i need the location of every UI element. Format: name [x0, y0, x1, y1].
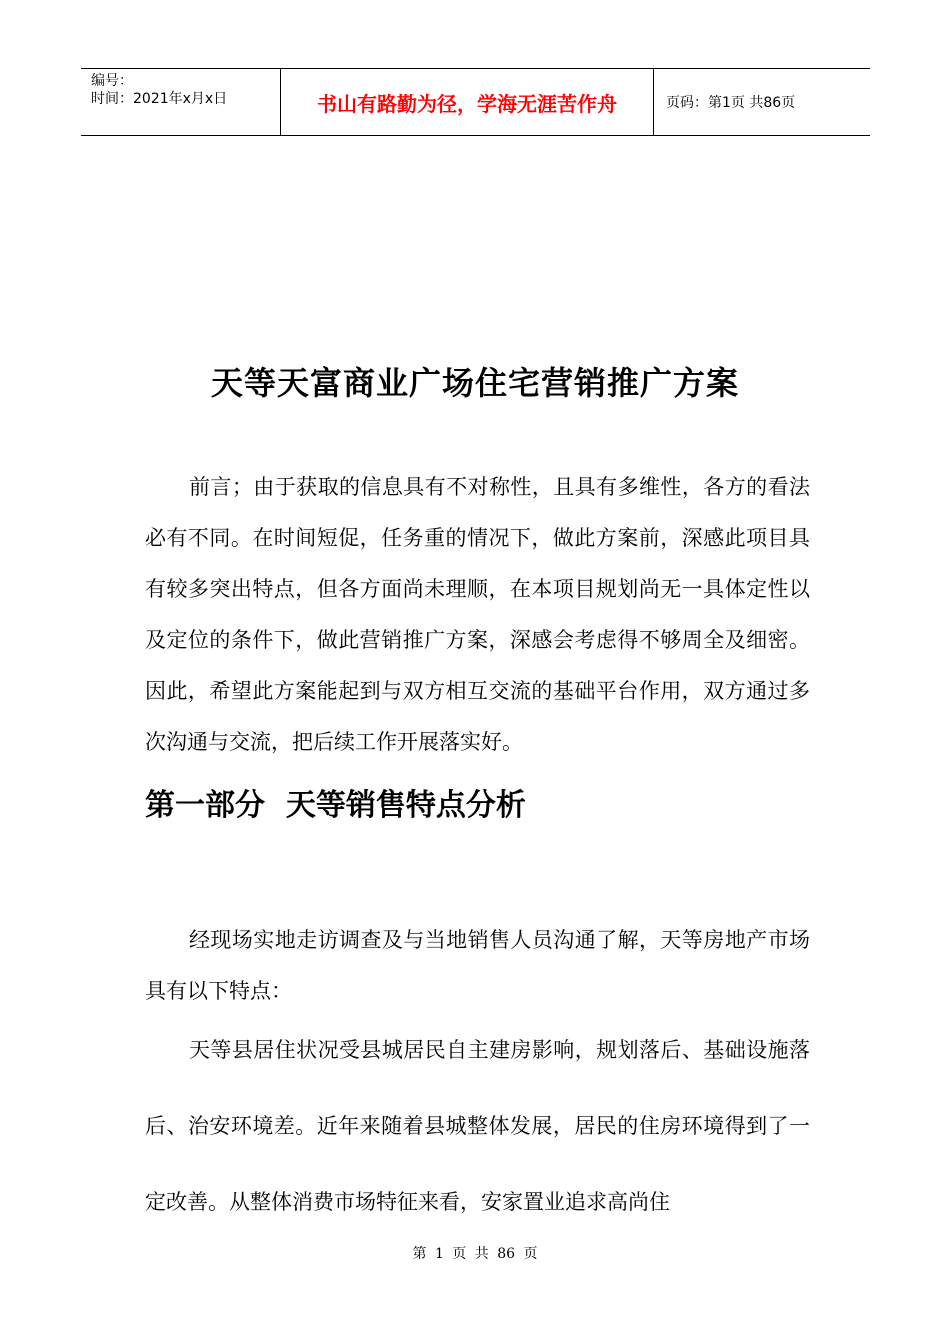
header-motto: 书山有路勤为径，学海无涯苦作舟: [281, 69, 654, 135]
preface-paragraph: 前言；由于获取的信息具有不对称性，且具有多维性，各方的看法必有不同。在时间短促，任务重的情况下，做此方案前，深感此项目具有较多突出特点，但各方面尚未理顺，在本项目规划尚无一具体定性以及定位的条件下，做此营销推广方案，深感会考虑得不够周全及细密。因此，希望此方案能起到与双方相互交流的基础平台作用，双方通过多次沟通与交流，把后续工作开展落实好。: [145, 475, 810, 754]
section-heading: 第一部分 天等销售特点分析: [145, 788, 526, 823]
document-title: 天等天富商业广场住宅营销推广方案: [210, 364, 739, 402]
body-paragraph-1: 经现场实地走访调查及与当地销售人员沟通了解，天等房地产市场具有以下特点：: [145, 928, 810, 1003]
footer-page-number: 第 1 页 共 86 页: [412, 1246, 538, 1262]
header-table: [81, 68, 870, 136]
date-label: 时间：2021年x月x日: [91, 91, 228, 107]
header-page-info: 页码：第1页 共86页: [666, 95, 796, 111]
serial-label: 编号：: [91, 73, 133, 89]
body-paragraph-2: 天等县居住状况受县城居民自主建房影响，规划落后、基础设施落后、治安环境差。近年来随着县城整体发展，居民的住房环境得到了一定改善。从整体消费市场特征来看，安家置业追求高尚住: [145, 1038, 810, 1214]
header-meta-cell: [81, 69, 281, 135]
